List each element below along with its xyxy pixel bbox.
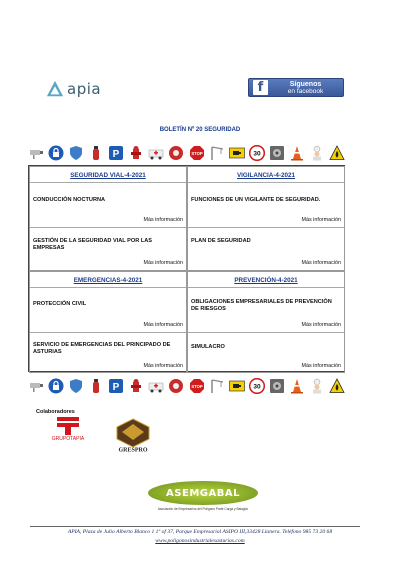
section-title[interactable]: VIGILANCIA-4-2021 [236,172,296,179]
more-info-link[interactable]: Más información [301,363,341,369]
traffic-cone-icon [289,145,305,161]
chef-icon [309,378,325,394]
parking-sign-icon [108,145,124,161]
parking-sign-icon [108,378,124,394]
tapia-logo-text: GRUPOTAPIA [51,436,85,442]
footer-divider [30,526,360,527]
section-title[interactable]: EMERGENCIAS-4-2021 [73,277,143,284]
stop-sign-text: STOP [190,151,203,156]
padlock-icon [48,378,64,394]
more-info-link[interactable]: Más información [143,363,183,369]
website-link[interactable]: www.poligonosindustrialesasturias.com [155,538,245,544]
footer-website [0,538,400,544]
speed-limit-text: 30 [253,383,261,391]
camera-warning-icon [229,145,245,161]
facebook-follow-label: Síguenos en facebook [287,80,324,95]
chef-icon [309,145,325,161]
shield-icon [68,145,84,161]
more-info-link[interactable]: Más información [301,217,341,223]
more-info-link[interactable]: Más información [301,260,341,266]
section-emergencias [29,271,187,373]
speed-limit-text: 30 [253,150,261,158]
more-info-link[interactable]: Más información [143,217,183,223]
collaborators-label: Colaboradores [36,409,75,415]
cctv-camera-icon [28,145,44,161]
facebook-f-icon: f [253,80,268,95]
apia-logo-text: apia [67,80,102,98]
section-item-title: FUNCIONES DE UN VIGILANTE DE SEGURIDAD. [191,197,321,203]
fire-extinguisher-icon [88,378,104,394]
section-item-title: CONDUCCIÓN NOCTURNA [33,197,106,203]
fire-hydrant-icon [128,378,144,394]
more-info-link[interactable]: Más información [143,260,183,266]
padlock-icon [48,145,64,161]
bulletin-title: BOLETÍN Nº 20 SEGURIDAD [159,127,241,133]
more-info-link[interactable]: Más información [143,322,183,328]
safe-icon [269,378,285,394]
traffic-cone-icon [289,378,305,394]
fire-warning-icon [329,145,345,161]
grespro-logo[interactable] [108,418,158,452]
section-item-title: SIMULACRO [191,344,225,350]
shield-icon [68,378,84,394]
stop-sign-icon [189,145,205,161]
tapia-mark-icon [57,417,79,435]
alarm-bell-icon [168,378,184,394]
grespro-logo-text: GRESPRO [118,447,148,452]
asemgabal-logo[interactable] [148,481,258,517]
section-title[interactable]: PREVENCIÓN-4-2021 [234,277,298,284]
section-item-title: PROTECCIÓN CIVIL [33,301,87,307]
section-item-title: PLAN DE SEGURIDAD [191,238,251,244]
ambulance-icon [148,145,164,161]
cctv-camera-icon [28,378,44,394]
safe-icon [269,145,285,161]
alarm-bell-icon [168,145,184,161]
fire-hydrant-icon [128,145,144,161]
safety-icon-strip-top [28,143,345,163]
crane-icon [209,145,225,161]
section-item-title: OBLIGACIONES EMPRESARIALES DE PREVENCIÓN DE RIESGOS [191,299,332,312]
grespro-emblem-icon [108,418,158,452]
section-title[interactable]: SEGURIDAD VIAL-4-2021 [70,172,146,179]
speed-limit-30-icon [249,145,265,161]
section-vigilancia [187,166,345,271]
svg-text:P: P [112,149,120,160]
camera-warning-icon [229,378,245,394]
apia-logo-mark-icon [46,80,64,98]
stop-sign-icon [189,378,205,394]
fire-extinguisher-icon [88,145,104,161]
apia-logo[interactable] [46,80,101,98]
footer-address: APIA, Plaza de Julio Alberto Blanco 1 1º of 37, Parque Empresarial ASIPO III,33428 Llanera. Teléfono 985 73 20 68 [67,529,333,535]
section-item-title: GESTIÓN DE LA SEGURIDAD VIAL POR LAS EMPRESAS [33,238,153,251]
svg-text:P: P [112,382,120,393]
facebook-follow-button[interactable] [248,78,344,97]
stop-sign-text: STOP [190,384,203,389]
bulletin-sections-table [28,165,345,372]
fire-warning-icon [329,378,345,394]
crane-icon [209,378,225,394]
speed-limit-30-icon [249,378,265,394]
more-info-link[interactable]: Más información [301,322,341,328]
safety-icon-strip-bottom [28,376,345,396]
grupo-tapia-logo[interactable] [44,417,92,442]
section-seguridad-vial [29,166,187,271]
ambulance-icon [148,378,164,394]
asemgabal-subtitle: Asociación de Empresarios del Polígono Parte Carga y Balagón [157,507,249,511]
section-prevencion [187,271,345,373]
asemgabal-logo-text: ASEMGABAL [148,481,258,505]
section-item-title: SERVICIO DE EMERGENCIAS DEL PRINCIPADO DE ASTURIAS [33,342,171,355]
